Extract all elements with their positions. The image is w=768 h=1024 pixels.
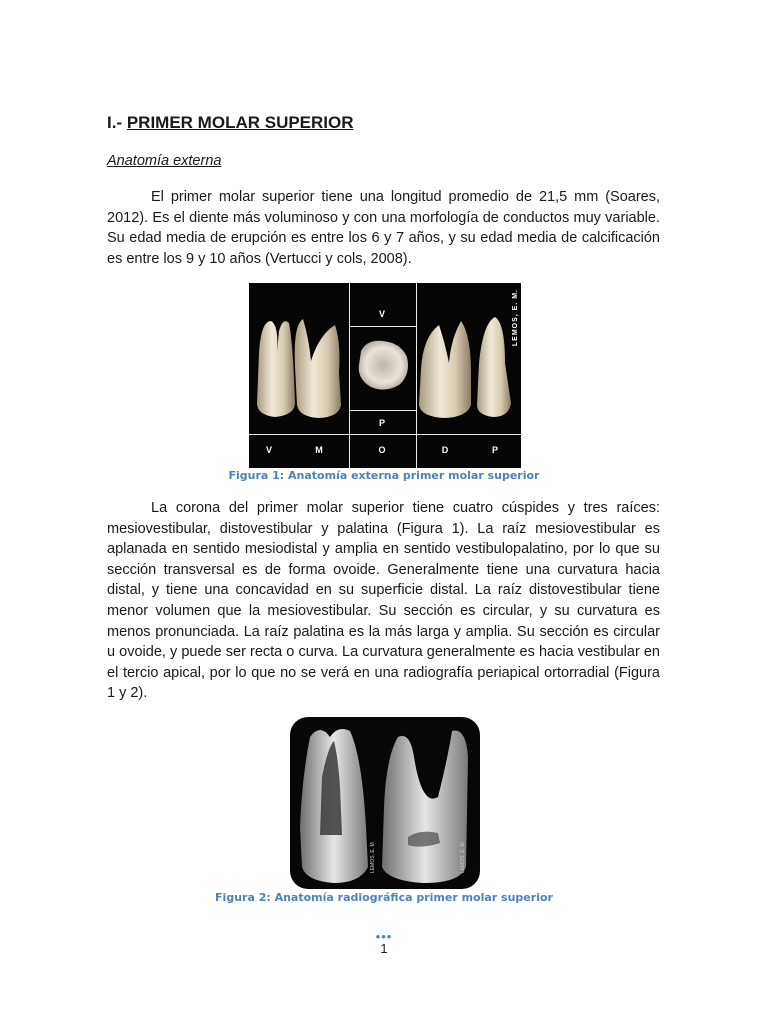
- label-bottom-m: M: [315, 445, 323, 455]
- tooth-vestibular-view: [257, 321, 295, 417]
- page-footer: [0, 929, 768, 956]
- label-bottom-p: P: [491, 445, 498, 455]
- radiograph-tooth-right: [382, 731, 468, 883]
- heading-title: PRIMER MOLAR SUPERIOR: [126, 113, 354, 132]
- tooth-occlusal-view: [359, 341, 408, 390]
- figure-1-caption: Figura 1: Anatomía externa primer molar superior: [228, 469, 540, 482]
- figure-2-watermark: LEMOS, E. M.: [370, 841, 376, 873]
- figure-2-drawing: [290, 717, 480, 889]
- label-bottom-o: O: [378, 445, 386, 455]
- tooth-distal-view: [419, 321, 471, 418]
- label-top-v: V: [378, 309, 385, 319]
- figure-1-divider: [249, 434, 521, 435]
- subsection-heading: Anatomía externa: [107, 153, 222, 169]
- footer-dots: •••: [375, 929, 393, 944]
- section-heading: [107, 113, 354, 133]
- label-bottom-v: V: [265, 445, 272, 455]
- tooth-palatal-view: [477, 317, 511, 417]
- figure-1-watermark: LEMOS, E. M.: [512, 289, 519, 347]
- heading-prefix: I.-: [107, 113, 127, 132]
- figure-2-watermark: LEMOS, E. M.: [460, 841, 466, 873]
- figure-1-divider: [349, 410, 416, 411]
- page-number: 1: [380, 941, 388, 956]
- figure-1-image: [249, 283, 521, 468]
- figure-2-image: [290, 717, 480, 889]
- figure-1-divider: [349, 326, 416, 327]
- figure-2-caption: Figura 2: Anatomía radiográfica primer molar superior: [215, 891, 553, 904]
- figure-1-divider: [416, 283, 417, 468]
- paragraph-1: El primer molar superior tiene una longitud promedio de 21,5 mm (Soares, 2012). Es el diente más voluminoso y con una morfología de conductos muy variable. Su edad media de erupción es entre los 6 y 7 años, y su edad media de calcificación es entre los 9 y 10 años (Vertucci y cols, 2008).: [107, 189, 660, 267]
- paragraph-2: La corona del primer molar superior tiene cuatro cúspides y tres raíces: mesiovestibular, distovestibular y palatina (Figura 1). La raíz mesiovestibular es aplanada en sentido mesiodistal y amplia en sentido vestibulopalatino, por lo que su sección transversal es de forma ovoide. Generalmente tiene una curvatura hacia distal, y tiene una concavidad en su superficie distal. La raíz distovestibular tiene menor volumen que la mesiovestibular. Su sección es circular, y su curvatura es menos pronunciada. La raíz palatina es la más larga y amplia. Su sección es circular u ovoide, y puede ser recta o curva. La curvatura generalmente es hacia vestibular en el tercio apical, por lo que no se verá en una radiografía periapical ortorradial (Figura 1 y 2).: [107, 500, 660, 702]
- tooth-mesial-view: [295, 319, 341, 418]
- label-mid-p: P: [378, 418, 385, 428]
- label-bottom-d: D: [441, 445, 449, 455]
- figure-1-divider: [349, 283, 350, 468]
